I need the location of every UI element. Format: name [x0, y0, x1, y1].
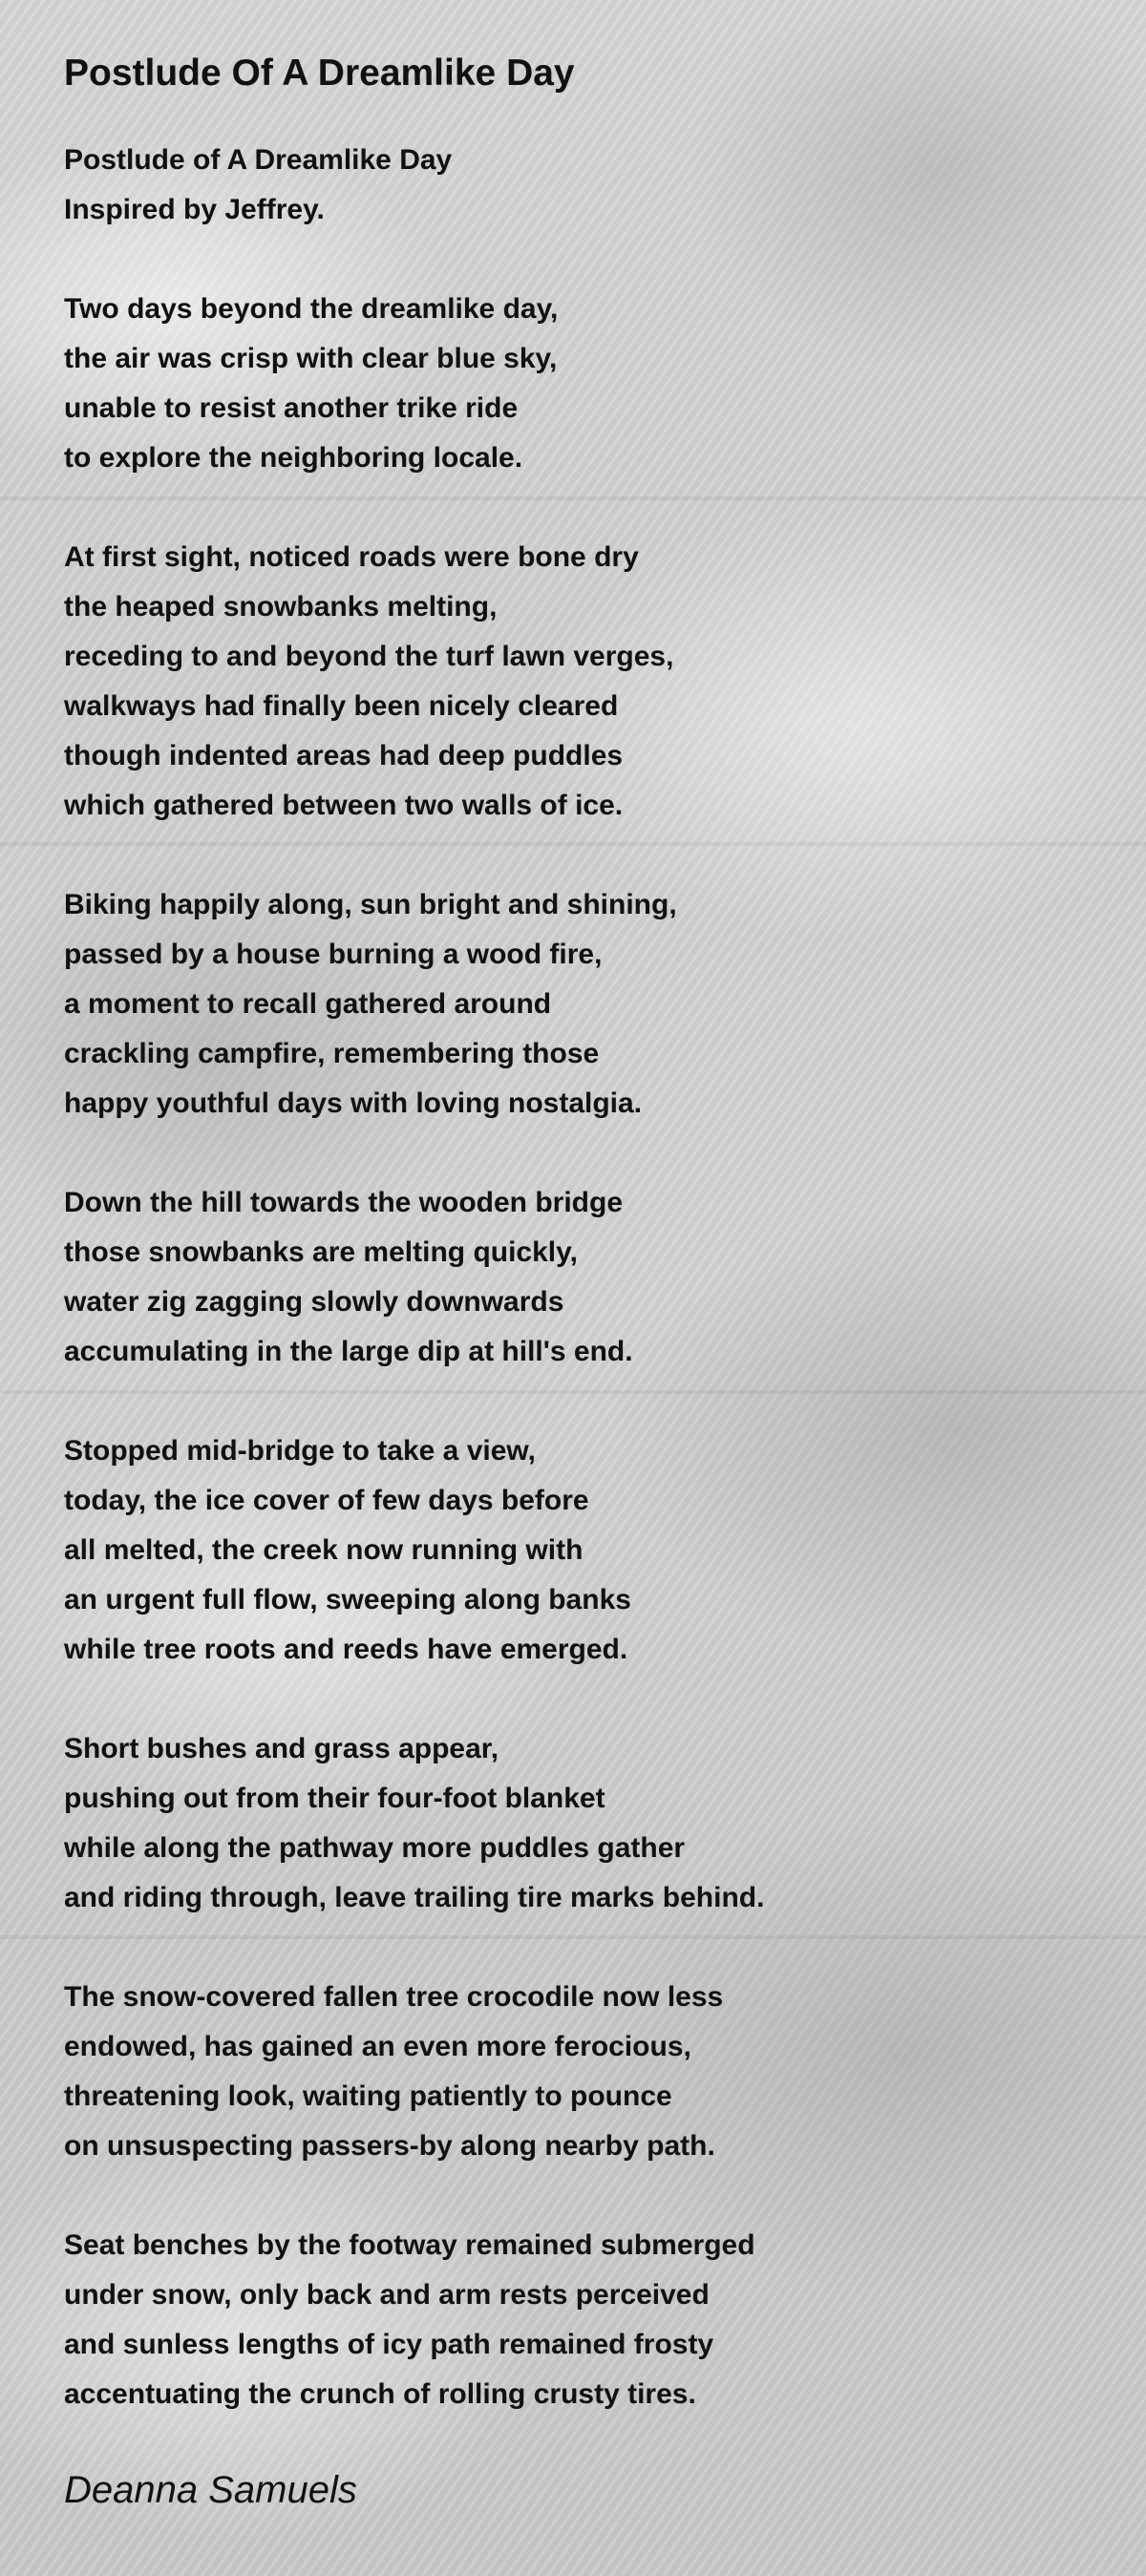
- poem-line: on unsuspecting passers-by along nearby path.: [64, 2130, 715, 2162]
- poem-line: the heaped snowbanks melting,: [64, 591, 498, 623]
- poem-dedication: Inspired by Jeffrey.: [64, 194, 325, 225]
- poem-author: Deanna Samuels: [64, 2469, 357, 2511]
- poem-stanza: [64, 1973, 1095, 2171]
- poem-line: and sunless lengths of icy path remained frosty: [64, 2329, 714, 2360]
- poem-header: [64, 136, 1095, 235]
- poem-line: all melted, the creek now running with: [64, 1534, 584, 1566]
- poem-line: happy youthful days with loving nostalgia.: [64, 1087, 643, 1119]
- poem-line: to explore the neighboring locale.: [64, 442, 523, 474]
- poem-line: accentuating the crunch of rolling crusty tires.: [64, 2378, 696, 2410]
- poem-line: crackling campfire, remembering those: [64, 1038, 600, 1069]
- poem-line: walkways had finally been nicely cleared: [64, 690, 619, 722]
- poem-line: Biking happily along, sun bright and shining,: [64, 889, 677, 920]
- poem-line: water zig zagging slowly downwards: [64, 1286, 564, 1318]
- poem-line: passed by a house burning a wood fire,: [64, 939, 603, 970]
- poem-stanza: [64, 1426, 1095, 1675]
- poem-stanza: [64, 533, 1095, 831]
- poem-stanza: [64, 880, 1095, 1129]
- poem-line: Down the hill towards the wooden bridge: [64, 1187, 623, 1218]
- poem-stanza: [64, 285, 1095, 483]
- poem-line: unable to resist another trike ride: [64, 392, 519, 424]
- poem-content: [64, 50, 1095, 2515]
- poem-stanza: [64, 2221, 1095, 2419]
- poem-body: [64, 285, 1095, 2419]
- poem-stanza: [64, 1724, 1095, 1923]
- poem-line: The snow-covered fallen tree crocodile now less: [64, 1981, 724, 2013]
- poem-line: Short bushes and grass appear,: [64, 1733, 499, 1764]
- poem-line: though indented areas had deep puddles: [64, 740, 624, 771]
- poem-line: Stopped mid-bridge to take a view,: [64, 1435, 536, 1467]
- poem-line: while along the pathway more puddles gather: [64, 1832, 686, 1864]
- poem-line: under snow, only back and arm rests perceived: [64, 2279, 710, 2311]
- poem-line: receding to and beyond the turf lawn verges,: [64, 641, 674, 672]
- page-title: Postlude Of A Dreamlike Day: [64, 53, 575, 94]
- poem-line: a moment to recall gathered around: [64, 988, 552, 1020]
- poem-subtitle: Postlude of A Dreamlike Day: [64, 144, 453, 176]
- poem-line: accumulating in the large dip at hill's end.: [64, 1336, 633, 1367]
- poem-line: threatening look, waiting patiently to pounce: [64, 2080, 672, 2112]
- poem-line: the air was crisp with clear blue sky,: [64, 343, 558, 374]
- poem-line: which gathered between two walls of ice.: [64, 790, 624, 821]
- poem-line: endowed, has gained an even more ferocious,: [64, 2031, 691, 2062]
- poem-line: today, the ice cover of few days before: [64, 1485, 589, 1516]
- poem-line: At first sight, noticed roads were bone dry: [64, 541, 639, 573]
- poem-line: those snowbanks are melting quickly,: [64, 1236, 578, 1268]
- poem-line: and riding through, leave trailing tire marks behind.: [64, 1882, 765, 1913]
- poem-line: an urgent full flow, sweeping along banks: [64, 1584, 631, 1615]
- poem-line: while tree roots and reeds have emerged.: [64, 1634, 628, 1665]
- poem-stanza: [64, 1178, 1095, 1377]
- poem-line: Two days beyond the dreamlike day,: [64, 293, 559, 325]
- poem-line: pushing out from their four-foot blanket: [64, 1783, 605, 1814]
- poem-line: Seat benches by the footway remained submerged: [64, 2229, 755, 2261]
